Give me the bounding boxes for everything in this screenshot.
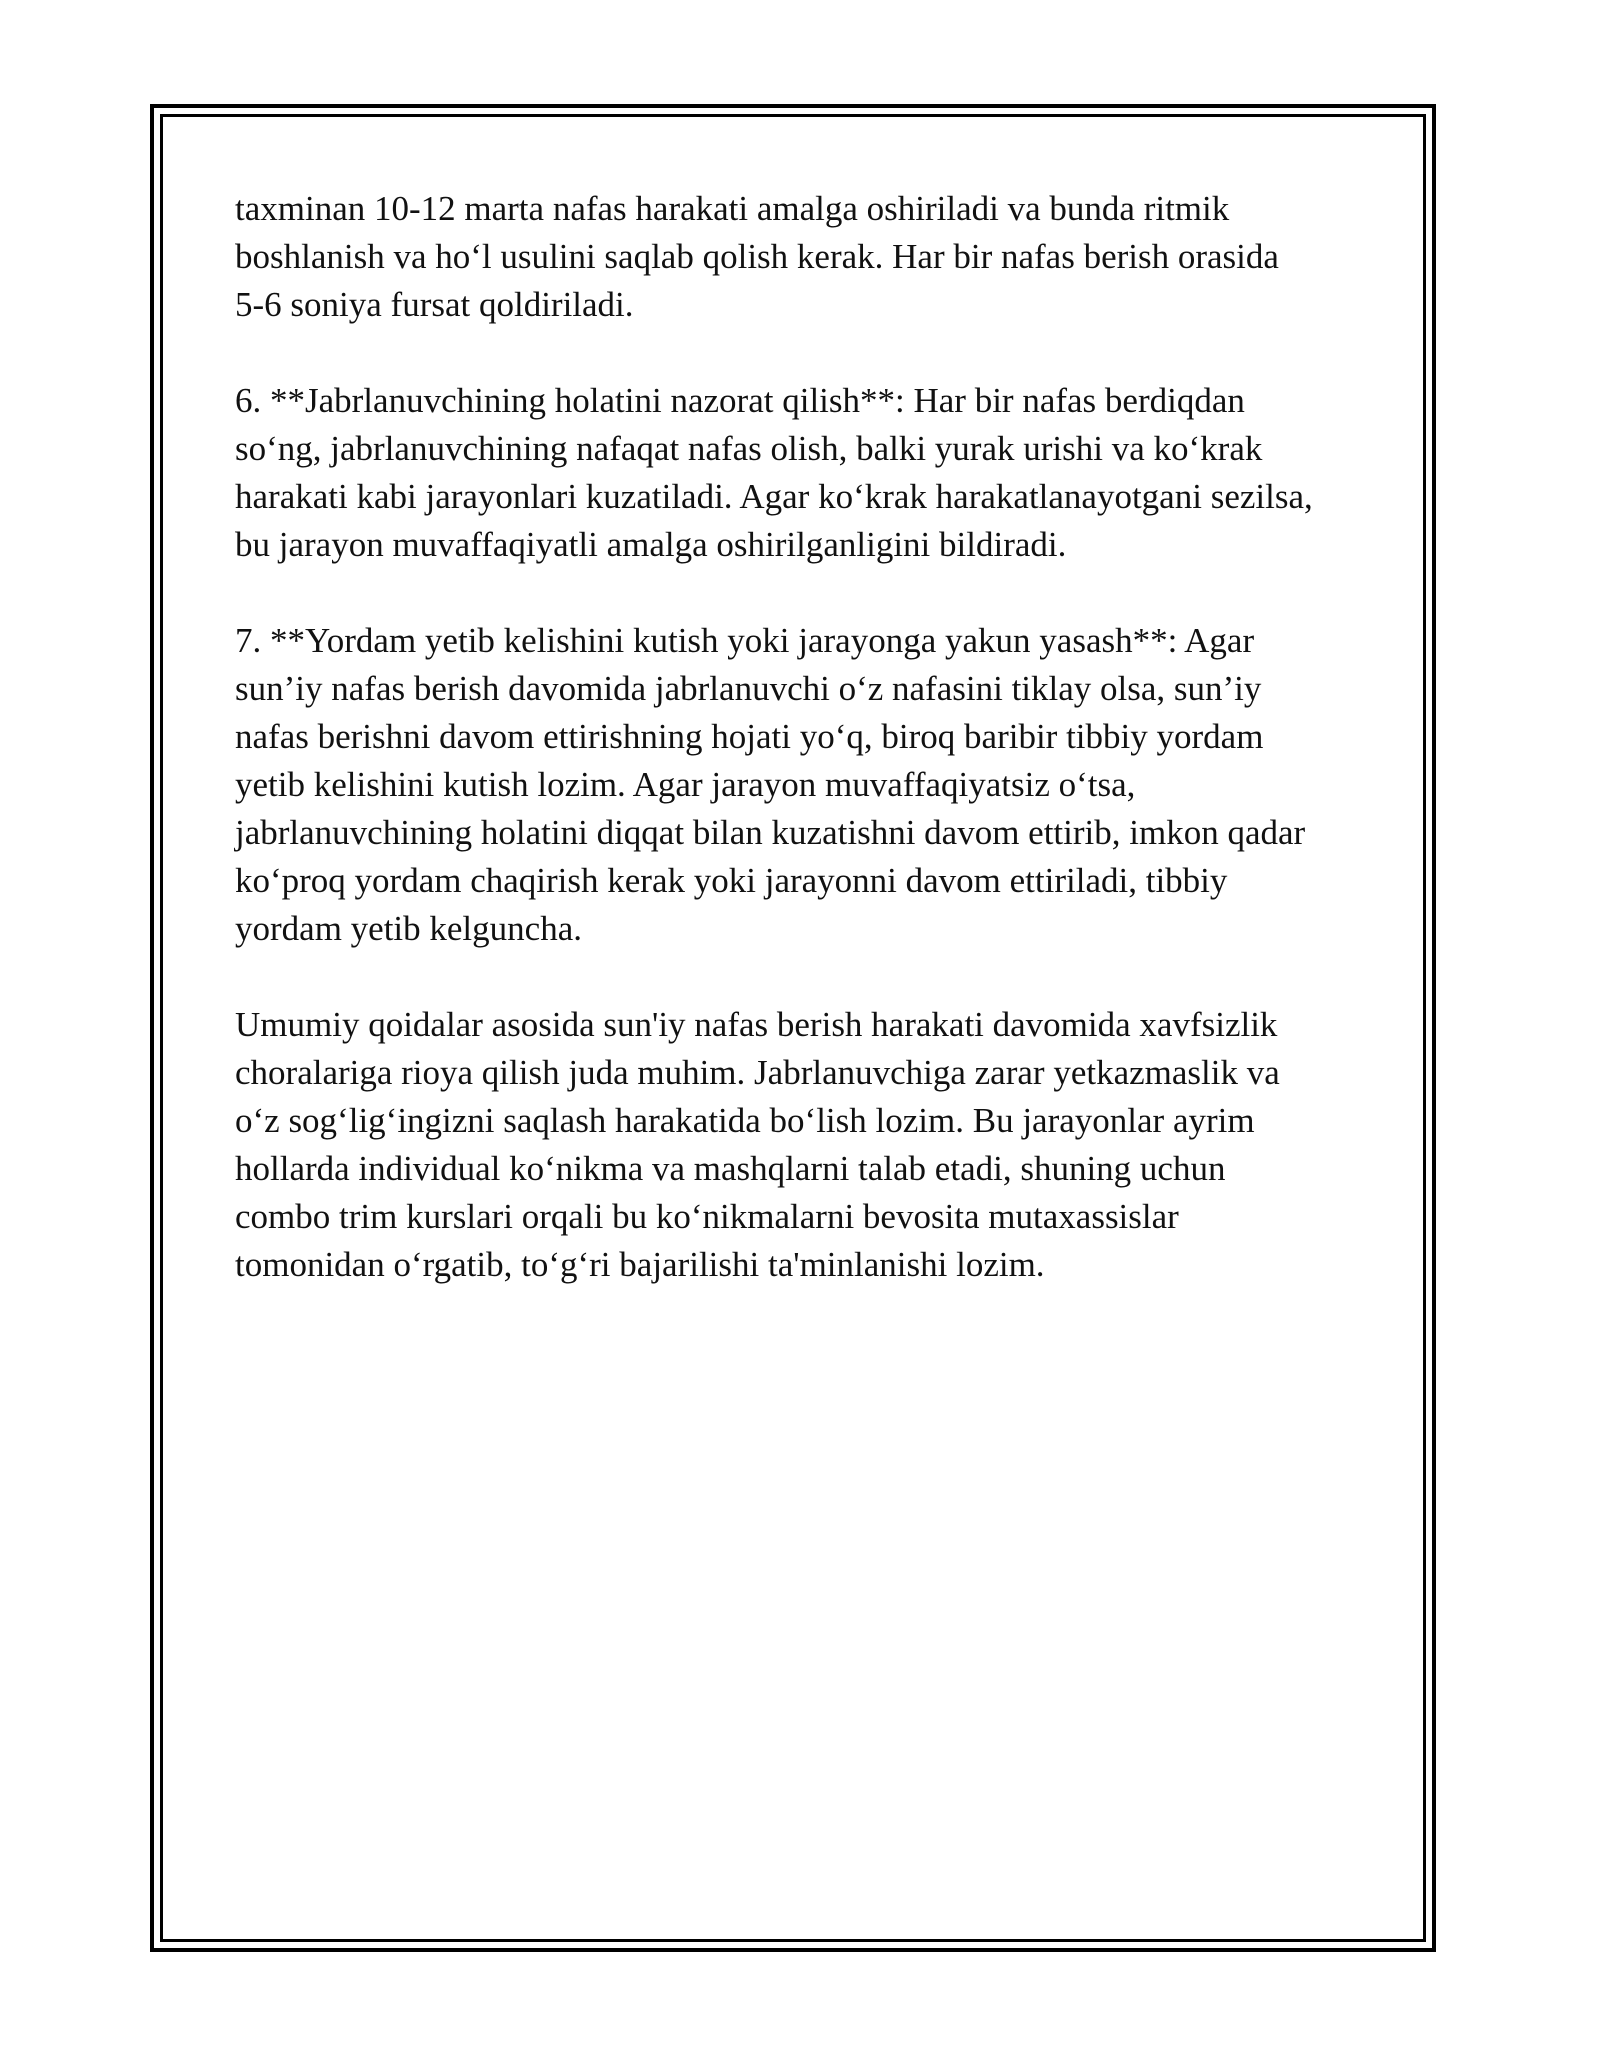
text-line: bu jarayon muvaffaqiyatli amalga oshirilganligini bildiradi.	[235, 525, 1067, 564]
text-line: so‘ng, jabrlanuvchining nafaqat nafas olish, balki yurak urishi va ko‘krak	[235, 429, 1263, 468]
text-line: 6. **Jabrlanuvchining holatini nazorat qilish**: Har bir nafas berdiqdan	[235, 381, 1245, 420]
text-line: jabrlanuvchining holatini diqqat bilan kuzatishni davom ettirib, imkon qadar	[235, 813, 1306, 852]
text-line: harakati kabi jarayonlari kuzatiladi. Agar ko‘krak harakatlanayotgani sezilsa,	[235, 477, 1313, 516]
text-line: 5-6 soniya fursat qoldiriladi.	[235, 285, 634, 324]
text-line: Umumiy qoidalar asosida sun'iy nafas berish harakati davomida xavfsizlik	[235, 1005, 1278, 1044]
text-line: yordam yetib kelguncha.	[235, 909, 582, 948]
text-line: tomonidan o‘rgatib, to‘g‘ri bajarilishi ta'minlanishi lozim.	[235, 1245, 1045, 1284]
text-line: taxminan 10-12 marta nafas harakati amalga oshiriladi va bunda ritmik	[235, 189, 1230, 228]
text-line: 7. **Yordam yetib kelishini kutish yoki jarayonga yakun yasash**: Agar	[235, 621, 1255, 660]
text-line: nafas berishni davom ettirishning hojati yo‘q, biroq baribir tibbiy yordam	[235, 717, 1264, 756]
text-line: boshlanish va ho‘l usulini saqlab qolish kerak. Har bir nafas berish orasida	[235, 237, 1279, 276]
paragraph-step-7	[235, 617, 1365, 953]
text-line: sun’iy nafas berish davomida jabrlanuvchi o‘z nafasini tiklay olsa, sun’iy	[235, 669, 1262, 708]
text-line: o‘z sog‘lig‘ingizni saqlash harakatida bo‘lish lozim. Bu jarayonlar ayrim	[235, 1101, 1255, 1140]
text-line: hollarda individual ko‘nikma va mashqlarni talab etadi, shuning uchun	[235, 1149, 1226, 1188]
text-line: ko‘proq yordam chaqirish kerak yoki jarayonni davom ettiriladi, tibbiy	[235, 861, 1228, 900]
text-line: yetib kelishini kutish lozim. Agar jarayon muvaffaqiyatsiz o‘tsa,	[235, 765, 1136, 804]
document-body	[235, 185, 1365, 1337]
paragraph-continuation	[235, 185, 1365, 329]
paragraph-general-rules	[235, 1001, 1365, 1289]
text-line: combo trim kurslari orqali bu ko‘nikmalarni bevosita mutaxassislar	[235, 1197, 1179, 1236]
paragraph-step-6	[235, 377, 1365, 569]
text-line: choralariga rioya qilish juda muhim. Jabrlanuvchiga zarar yetkazmaslik va	[235, 1053, 1280, 1092]
